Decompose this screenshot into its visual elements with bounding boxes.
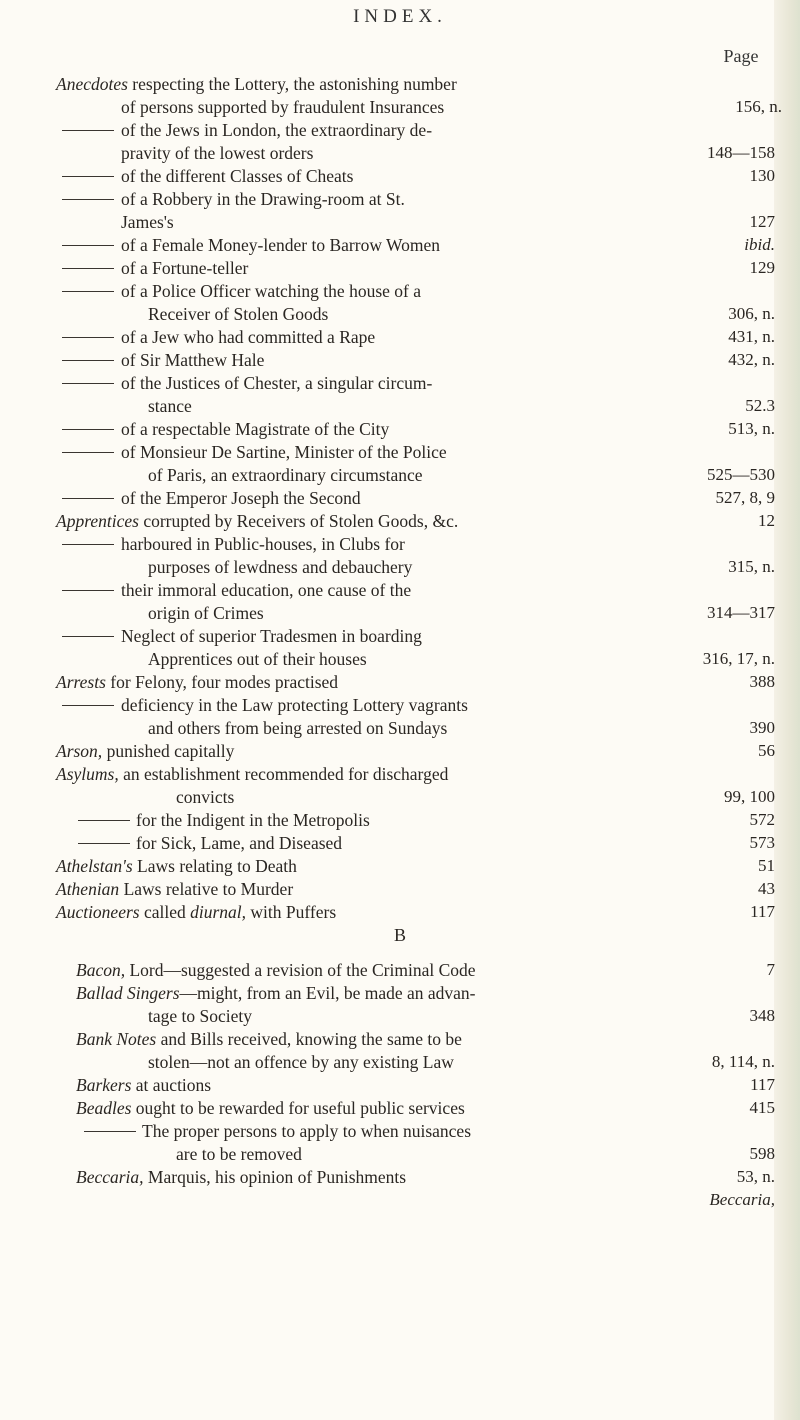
entry-text: with Puffers <box>250 902 337 922</box>
entry-text: of the Jews in London, the extraordinary de- <box>121 120 433 140</box>
ditto-rule <box>62 429 114 430</box>
page-reference: 117 <box>750 902 775 921</box>
page-reference: 156, n. <box>735 97 782 116</box>
entry-keyword: Arson, <box>56 741 103 761</box>
ditto-rule <box>62 291 114 292</box>
entry-text: of a Female Money-lender to Barrow Women <box>121 235 441 255</box>
entry-text: deficiency in the Law protecting Lottery vagrants <box>121 695 468 715</box>
entry-keyword: Ballad Singers <box>76 983 180 1003</box>
index-entry <box>0 325 800 349</box>
ditto-rule <box>62 199 114 200</box>
entry-text: The proper persons to apply to when nuisances <box>142 1121 472 1141</box>
entry-text: and others from being arrested on Sundays <box>148 718 448 738</box>
page-reference: 348 <box>749 1006 775 1025</box>
entry-text: James's <box>121 212 174 232</box>
entry-text: harboured in Public-houses, in Clubs for <box>121 534 405 554</box>
ditto-rule <box>62 636 114 637</box>
entry-text: respecting the Lottery, the astonishing number <box>132 74 457 94</box>
index-entry <box>0 417 800 441</box>
index-entry <box>0 762 800 786</box>
entry-text: at auctions <box>135 1075 212 1095</box>
index-entry <box>0 785 800 809</box>
index-entry <box>0 95 800 119</box>
page-reference: ibid. <box>744 235 775 254</box>
page-reference: 390 <box>749 718 775 737</box>
page-reference: 572 <box>749 810 775 829</box>
entry-keyword: Athenian <box>56 879 120 899</box>
ditto-rule <box>62 337 114 338</box>
index-entry <box>0 1096 800 1120</box>
index-entry <box>0 624 800 648</box>
ditto-rule <box>84 1131 136 1132</box>
page-reference: 316, 17, n. <box>702 649 775 668</box>
index-entry <box>0 808 800 832</box>
page-reference: 43 <box>758 879 775 898</box>
index-entry <box>0 302 800 326</box>
index-entry <box>0 1119 800 1143</box>
index-entry <box>0 463 800 487</box>
index-entry <box>0 647 800 671</box>
page-reference: 117 <box>750 1075 775 1094</box>
entry-text: of Monsieur De Sartine, Minister of the Police <box>121 442 447 462</box>
page-reference: 573 <box>749 833 775 852</box>
index-entry <box>0 1165 800 1189</box>
index-entry <box>0 348 800 372</box>
page-reference: 52.3 <box>745 396 775 415</box>
entry-text: Laws relating to Death <box>137 856 297 876</box>
page-reference: 8, 114, n. <box>711 1052 775 1071</box>
entry-text: and Bills received, knowing the same to be <box>160 1029 462 1049</box>
index-entry <box>0 1073 800 1097</box>
page-reference: 314—317 <box>707 603 775 622</box>
index-entry <box>0 72 800 96</box>
running-head: INDEX. <box>353 6 447 27</box>
entry-keyword: Beccaria, <box>76 1167 144 1187</box>
index-entry <box>0 141 800 165</box>
index-entry <box>0 900 800 924</box>
page-reference: 7 <box>766 960 775 979</box>
ditto-rule <box>62 268 114 269</box>
entry-text: punished capitally <box>106 741 235 761</box>
index-entry <box>0 187 800 211</box>
ditto-rule <box>62 705 114 706</box>
index-entry <box>0 958 800 982</box>
entry-keyword: Barkers <box>76 1075 132 1095</box>
entry-keyword: Bacon, <box>76 960 126 980</box>
index-entry <box>0 440 800 464</box>
entry-text: of a Police Officer watching the house of a <box>121 281 421 301</box>
entry-keyword: Auctioneers <box>56 902 140 922</box>
entry-text: of a respectable Magistrate of the City <box>121 419 390 439</box>
ditto-rule <box>78 843 130 844</box>
index-entry <box>0 118 800 142</box>
index-entry <box>0 1004 800 1028</box>
ditto-rule <box>62 590 114 591</box>
entry-text: stolen—not an offence by any existing Law <box>148 1052 454 1072</box>
entry-keyword: Bank Notes <box>76 1029 157 1049</box>
entry-text: for Felony, four modes practised <box>110 672 339 692</box>
entry-text: Lord—suggested a revision of the Criminal Code <box>129 960 476 980</box>
entry-text: called <box>143 902 186 922</box>
ditto-rule <box>62 176 114 177</box>
entry-text: Receiver of Stolen Goods <box>148 304 329 324</box>
ditto-rule <box>62 452 114 453</box>
page-reference: 56 <box>758 741 775 760</box>
page-reference: 53, n. <box>736 1167 775 1186</box>
page-reference: 130 <box>749 166 775 185</box>
ditto-rule <box>62 245 114 246</box>
ditto-rule <box>78 820 130 821</box>
entry-text: Neglect of superior Tradesmen in boarding <box>121 626 422 646</box>
page-reference: 415 <box>749 1098 775 1117</box>
index-entry <box>0 509 800 533</box>
page-reference: 12 <box>758 511 775 530</box>
index-entry <box>0 877 800 901</box>
entry-keyword: Apprentices <box>56 511 139 531</box>
index-entry <box>0 831 800 855</box>
entry-keyword: Asylums, <box>56 764 119 784</box>
index-entry <box>0 601 800 625</box>
entry-text: of the Emperor Joseph the Second <box>121 488 361 508</box>
index-entry <box>0 210 800 234</box>
page-reference: 315, n. <box>728 557 775 576</box>
page-reference: 148—158 <box>707 143 775 162</box>
index-entry <box>0 1142 800 1166</box>
entry-text: Marquis, his opinion of Punishments <box>147 1167 407 1187</box>
page-column-label: Page <box>723 46 759 66</box>
ditto-rule <box>62 544 114 545</box>
entry-text: origin of Crimes <box>148 603 264 623</box>
index-entry <box>0 555 800 579</box>
page-reference: 306, n. <box>728 304 775 323</box>
index-entry <box>0 394 800 418</box>
entry-text: for Sick, Lame, and Diseased <box>136 833 343 853</box>
entry-text: tage to Society <box>148 1006 253 1026</box>
entry-text: for the Indigent in the Metropolis <box>136 810 370 830</box>
entry-text: Laws relative to Murder <box>123 879 294 899</box>
index-entry <box>0 233 800 257</box>
entry-text: pravity of the lowest orders <box>121 143 314 163</box>
index-entry <box>0 693 800 717</box>
entry-text: purposes of lewdness and debauchery <box>148 557 413 577</box>
section-letter: B <box>393 925 406 945</box>
entry-text: stance <box>148 396 192 416</box>
entry-text: of Paris, an extraordinary circumstance <box>148 465 423 485</box>
index-entry <box>0 532 800 556</box>
index-entry <box>0 279 800 303</box>
entry-text: of a Jew who had committed a Rape <box>121 327 376 347</box>
entry-text: convicts <box>176 787 235 807</box>
entry-text: of the different Classes of Cheats <box>121 166 354 186</box>
entry-text: Apprentices out of their houses <box>148 649 367 669</box>
page-reference: 129 <box>749 258 775 277</box>
entry-text: —might, from an Evil, be made an advan- <box>179 983 476 1003</box>
index-entry <box>0 256 800 280</box>
catchword-text: Beccaria, <box>709 1190 775 1209</box>
entry-keyword: diurnal, <box>190 902 247 922</box>
entry-keyword: Beadles <box>76 1098 132 1118</box>
index-entry <box>0 1027 800 1051</box>
index-entry <box>0 716 800 740</box>
entry-keyword: Arrests <box>56 672 106 692</box>
ditto-rule <box>62 498 114 499</box>
index-entry <box>0 486 800 510</box>
index-entry <box>0 578 800 602</box>
page-reference: 432, n. <box>728 350 775 369</box>
page-reference: 127 <box>749 212 775 231</box>
page-reference: 513, n. <box>728 419 775 438</box>
page-reference: 99, 100 <box>724 787 775 806</box>
index-entry <box>0 371 800 395</box>
page-reference: 431, n. <box>728 327 775 346</box>
index-entry <box>0 164 800 188</box>
page-reference: 598 <box>749 1144 775 1163</box>
entry-text: their immoral education, one cause of the <box>121 580 412 600</box>
index-entry <box>0 854 800 878</box>
index-entry <box>0 981 800 1005</box>
ditto-rule <box>62 383 114 384</box>
entry-text: of the Justices of Chester, a singular circum- <box>121 373 433 393</box>
index-entry <box>0 1050 800 1074</box>
entry-text: an establishment recommended for discharged <box>123 764 449 784</box>
ditto-rule <box>62 130 114 131</box>
entry-text: of a Robbery in the Drawing-room at St. <box>121 189 405 209</box>
entry-text: are to be removed <box>176 1144 302 1164</box>
entry-keyword: Anecdotes <box>56 74 128 94</box>
entry-keyword: Athelstan's <box>56 856 133 876</box>
index-entry <box>0 670 800 694</box>
page-reference: 525—530 <box>707 465 775 484</box>
entry-text: of Sir Matthew Hale <box>121 350 265 370</box>
page-reference: 388 <box>749 672 775 691</box>
entry-text: of a Fortune-teller <box>121 258 249 278</box>
index-entry <box>0 739 800 763</box>
catchword <box>0 1188 800 1212</box>
page-reference: 527, 8, 9 <box>715 488 775 507</box>
page-reference: 51 <box>758 856 775 875</box>
entry-text: corrupted by Receivers of Stolen Goods, &c. <box>143 511 459 531</box>
entry-text: of persons supported by fraudulent Insurances <box>121 97 445 117</box>
ditto-rule <box>62 360 114 361</box>
entry-text: ought to be rewarded for useful public services <box>135 1098 465 1118</box>
